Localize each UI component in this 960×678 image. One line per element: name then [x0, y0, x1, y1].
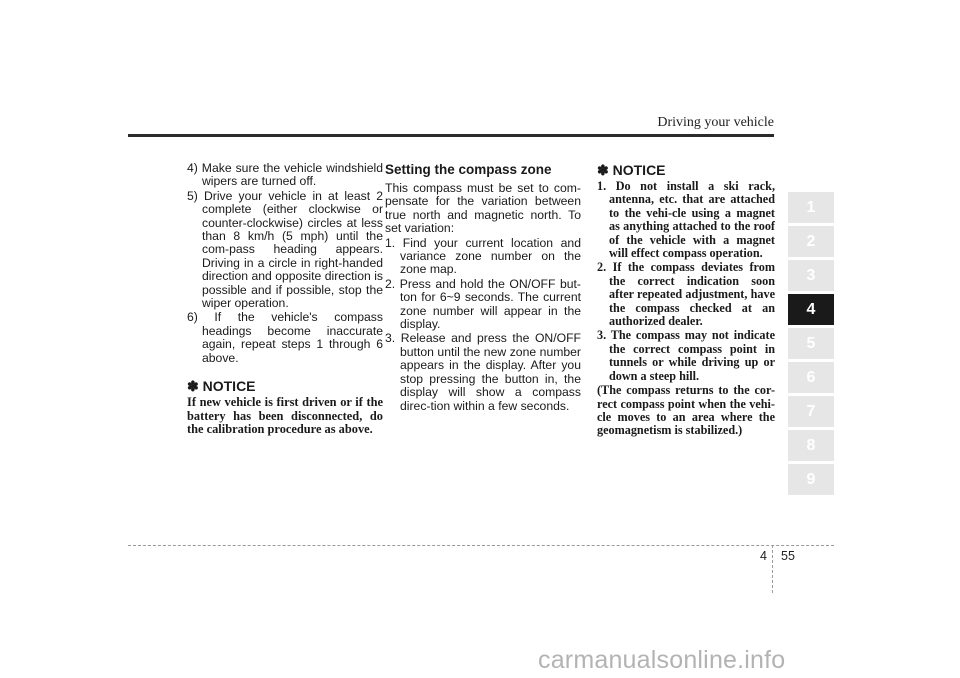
step-4: 4) Make sure the vehicle windshield wipers are turned off. [187, 161, 383, 189]
notice-heading-label: NOTICE [612, 162, 666, 178]
footer-page-number: 55 [781, 549, 795, 563]
running-header: Driving your vehicle [657, 115, 774, 130]
chapter-tab-6[interactable]: 6 [788, 362, 834, 393]
zone-step-2: 2. Press and hold the ON/OFF but-ton for 6~9 seconds. The current zone number will appear in the display. [385, 276, 581, 332]
chapter-tab-2[interactable]: 2 [788, 226, 834, 257]
notice-item-1: 1. Do not install a ski rack, antenna, etc. that are attached to the vehi-cle using a magnet as anything attached to the roof of the vehicle with a magnet will effect compass operation. [597, 179, 775, 261]
header-rule [128, 134, 774, 137]
watermark: carmanualsonline.info [538, 646, 786, 674]
chapter-tab-8[interactable]: 8 [788, 430, 834, 461]
step-6: 6) If the vehicle's compass headings become inaccurate again, repeat steps 1 through 6 above. [187, 310, 383, 365]
middle-column [385, 162, 581, 414]
notice-item-3: 3. The compass may not indicate the correct compass point in tunnels or while driving up or down a steep hill. [597, 328, 775, 383]
right-column [597, 162, 775, 438]
notice-icon: ✽ [187, 378, 199, 395]
left-column [187, 162, 383, 436]
chapter-tab-4[interactable]: 4 [788, 294, 834, 325]
footer-rule [128, 545, 834, 546]
chapter-tabs [788, 192, 834, 498]
notice-heading-label: NOTICE [202, 378, 256, 395]
zone-step-3: 3. Release and press the ON/OFF button until the new zone number appears in the display. After you stop pressing the button in, the display will show a compass direc-tion within a few seconds. [385, 331, 581, 413]
section-heading: Setting the compass zone [385, 162, 552, 177]
notice-item-2: 2. If the compass deviates from the correct indication soon after repeated adjustment, have the compass checked at an authorized dealer. [597, 260, 775, 329]
notice-heading [597, 162, 775, 178]
step-5: 5) Drive your vehicle in at least 2 complete (either clockwise or counter-clockwise) circles at less than 8 km/h (5 mph) until the com-pass heading appears. Driving in a circle in right-handed direction and opposite direction is possible and if possible, stop the wiper operation. [187, 188, 383, 311]
notice-heading [187, 378, 383, 394]
chapter-tab-5[interactable]: 5 [788, 328, 834, 359]
notice-body: If new vehicle is first driven or if the battery has been disconnected, do the calibration procedure as above. [187, 395, 383, 436]
notice-note: (The compass returns to the cor-rect compass point when the vehi-cle moves to an area where the geomagnetism is stabilized.) [597, 383, 775, 438]
notice-icon: ✽ [597, 162, 609, 178]
chapter-tab-3[interactable]: 3 [788, 260, 834, 291]
chapter-tab-9[interactable]: 9 [788, 464, 834, 495]
chapter-tab-1[interactable]: 1 [788, 192, 834, 223]
zone-step-1: 1. Find your current location and variance zone number on the zone map. [385, 235, 581, 277]
footer-divider [772, 545, 773, 593]
footer-chapter-number: 4 [760, 549, 767, 563]
intro-paragraph: This compass must be set to com-pensate for the variation between true north and magnetic north. To set variation: [385, 181, 581, 236]
chapter-tab-7[interactable]: 7 [788, 396, 834, 427]
